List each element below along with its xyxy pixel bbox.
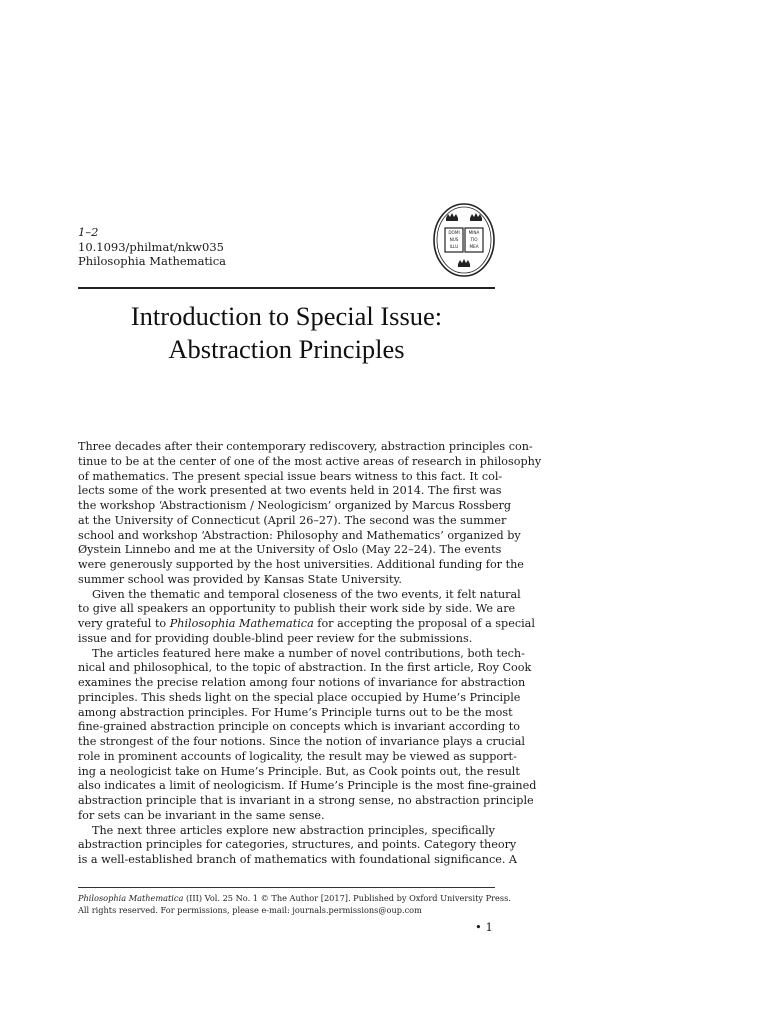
body-line: is a well-established branch of mathematics with foundational significance. A bbox=[78, 853, 518, 866]
article-title bbox=[78, 300, 495, 366]
text: for accepting the proposal of a special bbox=[313, 617, 535, 630]
body-line: role in prominent accounts of logicality, the result may be viewed as support- bbox=[78, 749, 517, 763]
body-line: at the University of Connecticut (April 26–27). The second was the summer bbox=[78, 513, 507, 527]
seal-left-text-3: ILLU bbox=[449, 244, 459, 249]
footer-journal-italic: Philosophia Mathematica bbox=[78, 893, 184, 903]
body-line: nical and philosophical, to the topic of abstraction. In the first article, Roy Cook bbox=[78, 661, 532, 675]
body-line: principles. This sheds light on the special place occupied by Hume’s Principle bbox=[78, 690, 521, 704]
footer-line-1 bbox=[78, 893, 511, 905]
body-line: also indicates a limit of neologicism. If Hume’s Principle is the most fine-grained bbox=[78, 779, 537, 793]
body-line: of mathematics. The present special issue bears witness to this fact. It col- bbox=[78, 469, 503, 483]
doi: 10.1093/philmat/nkw035 bbox=[78, 239, 224, 254]
body-line: tinue to be at the center of one of the most active areas of research in philosophy bbox=[78, 454, 542, 468]
seal-left-text-2: NUS bbox=[449, 237, 459, 242]
body-line: were generously supported by the host universities. Additional funding for the bbox=[78, 558, 524, 571]
seal-right-text-2: TIO bbox=[470, 237, 478, 242]
body-line: abstraction principle that is invariant in a strong sense, no abstraction principle bbox=[78, 794, 534, 807]
seal-right-text-3: MEA bbox=[469, 244, 479, 249]
body-line: school and workshop ‘Abstraction: Philosophy and Mathematics’ organized by bbox=[78, 528, 521, 542]
body-line: for sets can be invariant in the same sense. bbox=[78, 808, 325, 822]
article-body bbox=[78, 440, 542, 868]
body-line: ing a neologicist take on Hume’s Principle. But, as Cook points out, the result bbox=[78, 764, 520, 778]
page-number: • 1 bbox=[475, 920, 493, 934]
body-line: The next three articles explore new abstraction principles, specifically bbox=[92, 823, 495, 837]
header-rule bbox=[78, 287, 495, 289]
page-range: 1–2 bbox=[78, 225, 99, 239]
journal-name: Philosophia Mathematica bbox=[78, 254, 227, 268]
body-line: The articles featured here make a number of novel contributions, both tech- bbox=[92, 646, 525, 660]
body-line: to give all speakers an opportunity to publish their work side by side. We are bbox=[78, 602, 516, 616]
copyright-footer bbox=[78, 893, 511, 916]
body-line: Given the thematic and temporal closeness of the two events, it felt natural bbox=[92, 587, 521, 601]
oxford-university-press-seal-icon bbox=[432, 202, 496, 278]
body-line: fine-grained abstraction principle on concepts which is invariant according to bbox=[78, 720, 520, 734]
body-line: Øystein Linnebo and me at the University of Oslo (May 22–24). The events bbox=[78, 543, 502, 557]
title-line-2: Abstraction Principles bbox=[168, 334, 405, 364]
footer-line-2: All rights reserved. For permissions, please e-mail: journals.permissions@oup.com bbox=[78, 904, 422, 915]
article-metadata bbox=[78, 225, 226, 269]
footer-citation: (III) Vol. 25 No. 1 © The Author [2017]. Published by Oxford University Press. bbox=[183, 893, 511, 903]
journal-title-italic: Philosophia Mathematica bbox=[169, 617, 314, 630]
seal-left-text-1: DOMI bbox=[448, 230, 460, 235]
body-line: the workshop ‘Abstractionism / Neologicism’ organized by Marcus Rossberg bbox=[78, 499, 512, 512]
body-line: Three decades after their contemporary rediscovery, abstraction principles con- bbox=[78, 440, 533, 453]
text: very grateful to bbox=[78, 617, 170, 630]
body-line-with-italic bbox=[78, 617, 535, 632]
body-line: the strongest of the four notions. Since the notion of invariance plays a crucial bbox=[78, 735, 525, 748]
body-line: issue and for providing double-blind peer review for the submissions. bbox=[78, 631, 473, 645]
body-line: summer school was provided by Kansas State University. bbox=[78, 572, 402, 586]
seal-right-text-1: MINA bbox=[468, 230, 480, 235]
body-line: among abstraction principles. For Hume’s Principle turns out to be the most bbox=[78, 705, 513, 719]
body-line: examines the precise relation among four notions of invariance for abstraction bbox=[78, 676, 526, 689]
footer-rule bbox=[78, 887, 495, 888]
body-line: abstraction principles for categories, structures, and points. Category theory bbox=[78, 838, 517, 852]
title-line-1: Introduction to Special Issue: bbox=[130, 301, 443, 331]
body-line: lects some of the work presented at two events held in 2014. The first was bbox=[78, 484, 502, 498]
